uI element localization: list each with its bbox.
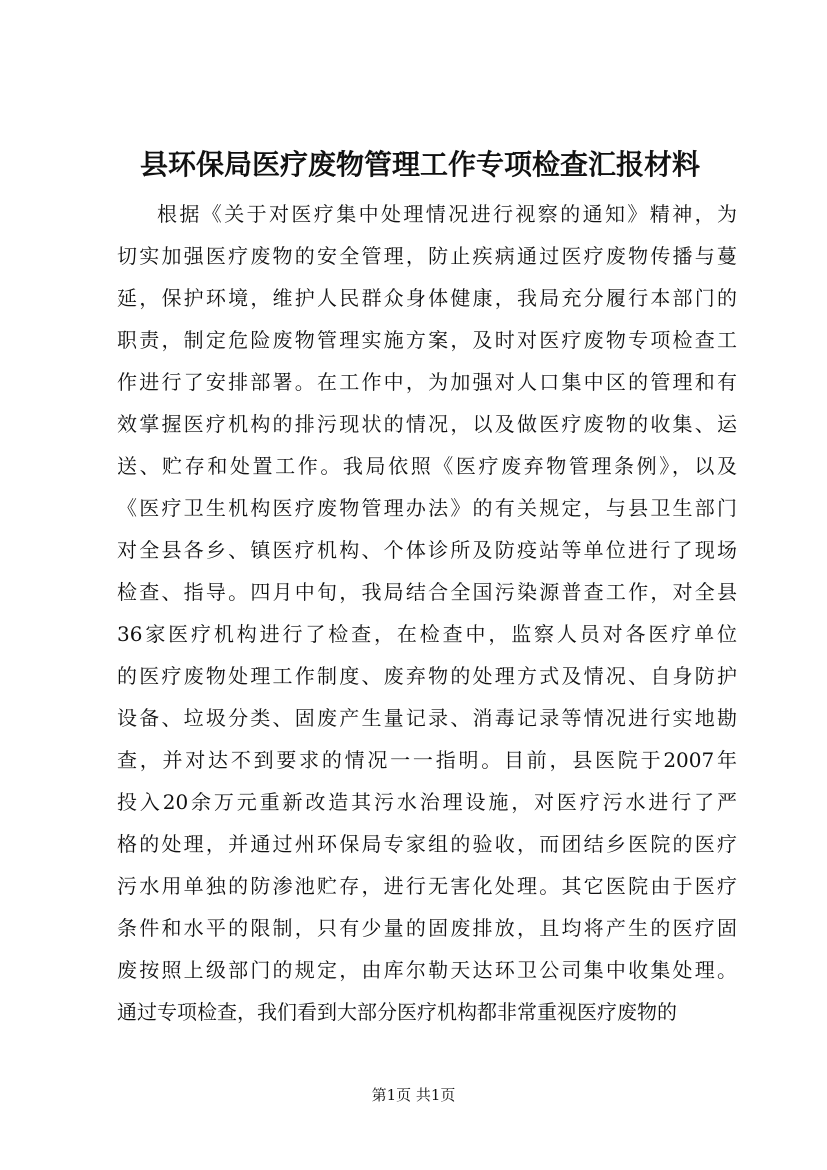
body-line: 设备、垃圾分类、固废产生量记录、消毒记录等情况进行实地勘	[117, 706, 737, 730]
body-line: 36家医疗机构进行了检查，在检查中，监察人员对各医疗单位	[117, 622, 737, 646]
body-line: 职责，制定危险废物管理实施方案，及时对医疗废物专项检查工	[117, 328, 737, 352]
body-line: 送、贮存和处置工作。我局依照《医疗废弃物管理条例》，以及	[117, 454, 737, 478]
document-body	[117, 193, 737, 1033]
body-line: 的医疗废物处理工作制度、废弃物的处理方式及情况、自身防护	[117, 664, 737, 688]
document-title: 县环保局医疗废物管理工作专项检查汇报材料	[139, 148, 700, 181]
body-line: 投入20余万元重新改造其污水治理设施，对医疗污水进行了严	[117, 790, 737, 814]
body-line: 检查、指导。四月中旬，我局结合全国污染源普查工作，对全县	[117, 580, 737, 604]
body-line: 《医疗卫生机构医疗废物管理办法》的有关规定，与县卫生部门	[117, 496, 737, 520]
body-line: 查，并对达不到要求的情况一一指明。目前，县医院于2007年	[117, 748, 737, 772]
body-line: 对全县各乡、镇医疗机构、个体诊所及防疫站等单位进行了现场	[117, 538, 737, 562]
body-line: 延，保护环境，维护人民群众身体健康，我局充分履行本部门的	[117, 286, 737, 310]
body-line: 作进行了安排部署。在工作中，为加强对人口集中区的管理和有	[117, 370, 737, 394]
body-line: 格的处理，并通过州环保局专家组的验收，而团结乡医院的医疗	[117, 832, 737, 856]
body-line: 效掌握医疗机构的排污现状的情况，以及做医疗废物的收集、运	[117, 412, 737, 436]
body-line: 废按照上级部门的规定，由库尔勒天达环卫公司集中收集处理。	[117, 958, 737, 982]
body-line: 通过专项检查，我们看到大部分医疗机构都非常重视医疗废物的	[117, 1000, 677, 1024]
body-line: 根据《关于对医疗集中处理情况进行视察的通知》精神，为	[157, 202, 737, 226]
body-line: 条件和水平的限制，只有少量的固废排放，且均将产生的医疗固	[117, 916, 737, 940]
body-line: 切实加强医疗废物的安全管理，防止疾病通过医疗废物传播与蔓	[117, 244, 737, 268]
page-footer: 第1页 共1页	[371, 1086, 456, 1104]
body-line: 污水用单独的防渗池贮存，进行无害化处理。其它医院由于医疗	[117, 874, 737, 898]
